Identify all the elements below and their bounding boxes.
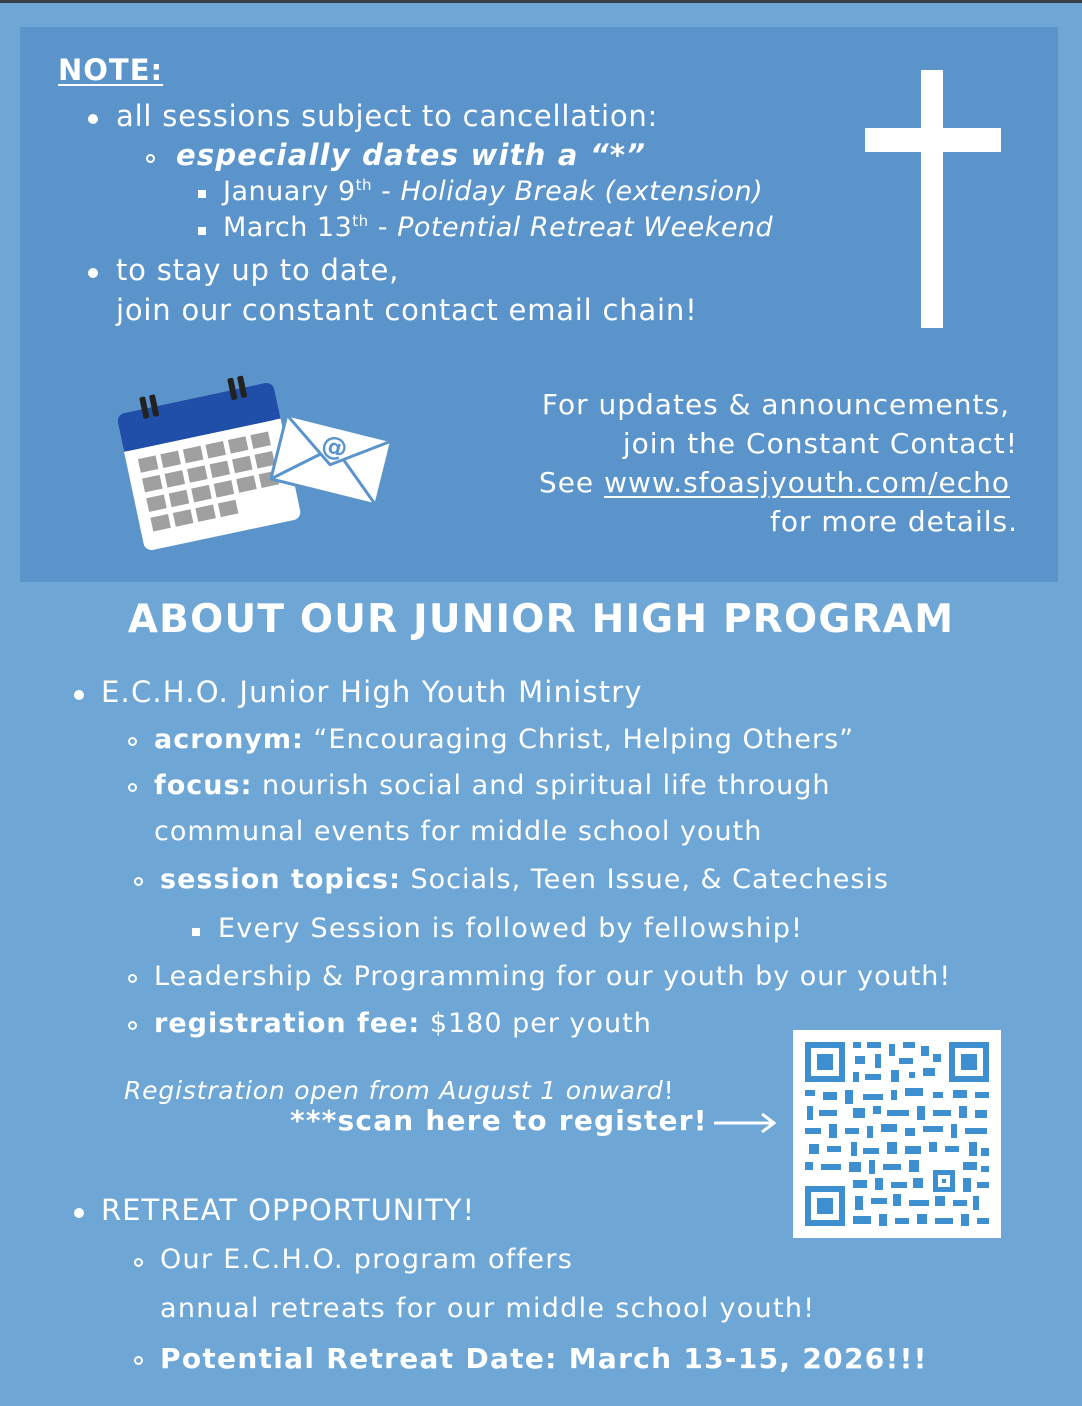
registration-open-note — [124, 1076, 674, 1105]
qr-code[interactable] — [793, 1030, 1001, 1238]
updates-line4: for more details. — [769, 505, 1018, 538]
cross-vertical — [921, 70, 943, 328]
note-box — [20, 27, 1058, 582]
bullet-ring — [128, 783, 137, 792]
bullet-ring — [134, 1356, 143, 1365]
focus-label: focus: — [154, 770, 253, 801]
reg-open-italic: Registration open from August 1 onward — [124, 1076, 664, 1105]
bullet-ring — [128, 1021, 137, 1030]
bullet-square — [198, 190, 206, 198]
updates-see: See — [538, 466, 605, 499]
updates-line2: join the Constant Contact! — [622, 427, 1018, 460]
note-title: NOTE: — [58, 53, 164, 87]
bullet-dot — [88, 114, 98, 124]
qr-code-icon — [793, 1030, 1001, 1238]
bullet-ring — [134, 877, 143, 886]
focus-text: nourish social and spiritual life through — [252, 770, 831, 801]
bullet-ring — [146, 154, 155, 163]
arrow-right-icon — [712, 1110, 778, 1136]
january-date: January 9 — [223, 176, 356, 207]
retreat-opportunity-item: RETREAT OPPORTUNITY! — [101, 1193, 476, 1227]
focus-item — [154, 770, 830, 801]
note-line-asterisk: especially dates with a “*” — [176, 138, 647, 172]
focus-text-line2: communal events for middle school youth — [154, 816, 763, 847]
note-date-march — [223, 212, 773, 243]
echo-website-link[interactable]: www.sfoasjyouth.com/echo — [604, 466, 1010, 499]
about-heading: ABOUT OUR JUNIOR HIGH PROGRAM — [127, 597, 955, 642]
bullet-square — [198, 227, 206, 235]
topics-text: Socials, Teen Issue, & Catechesis — [400, 864, 889, 895]
note-line-email-chain: join our constant contact email chain! — [116, 293, 698, 327]
leadership-item: Leadership & Programming for our youth by our youth! — [154, 961, 952, 992]
registration-fee-item — [154, 1008, 652, 1039]
fee-text: $180 per youth — [420, 1008, 652, 1039]
topics-label: session topics: — [160, 864, 401, 895]
bullet-ring — [134, 1258, 143, 1267]
top-border — [0, 0, 1082, 3]
svg-text:@: @ — [318, 429, 351, 465]
note-date-january — [223, 176, 763, 207]
updates-block — [539, 385, 1018, 541]
echo-ministry-item: E.C.H.O. Junior High Youth Ministry — [101, 675, 643, 709]
january-sep: - — [372, 176, 401, 207]
retreat-text-line2: annual retreats for our middle school youth! — [160, 1293, 816, 1324]
acronym-text: “Encouraging Christ, Helping Others” — [303, 724, 855, 755]
bullet-dot — [88, 268, 98, 278]
march-date: March 13 — [223, 212, 353, 243]
january-desc: Holiday Break (extension) — [400, 176, 764, 207]
acronym-label: acronym: — [154, 724, 304, 755]
fee-label: registration fee: — [154, 1008, 421, 1039]
retreat-date-item: Potential Retreat Date: March 13-15, 2026!!! — [160, 1342, 928, 1375]
cross-horizontal — [865, 128, 1001, 152]
scan-to-register: ***scan here to register! — [290, 1104, 708, 1137]
reg-open-end: ! — [663, 1076, 675, 1105]
fellowship-item: Every Session is followed by fellowship! — [218, 913, 804, 944]
bullet-ring — [128, 737, 137, 746]
updates-line1: For updates & announcements, — [541, 388, 1010, 421]
march-desc: Potential Retreat Weekend — [397, 212, 774, 243]
retreat-text-line1: Our E.C.H.O. program offers — [160, 1244, 574, 1275]
session-topics-item — [160, 864, 889, 895]
bullet-dot — [74, 690, 84, 700]
bullet-ring — [128, 974, 137, 983]
note-line-cancellation: all sessions subject to cancellation: — [116, 99, 659, 133]
bullet-dot — [74, 1208, 84, 1218]
updates-line3 — [539, 463, 1018, 502]
note-line-stay-up: to stay up to date, — [116, 253, 400, 287]
march-sep: - — [368, 212, 398, 243]
bullet-square — [192, 928, 200, 936]
january-sup: th — [355, 176, 373, 194]
email-envelope-icon — [270, 407, 395, 507]
acronym-item — [154, 724, 854, 755]
march-sup: th — [352, 212, 369, 230]
